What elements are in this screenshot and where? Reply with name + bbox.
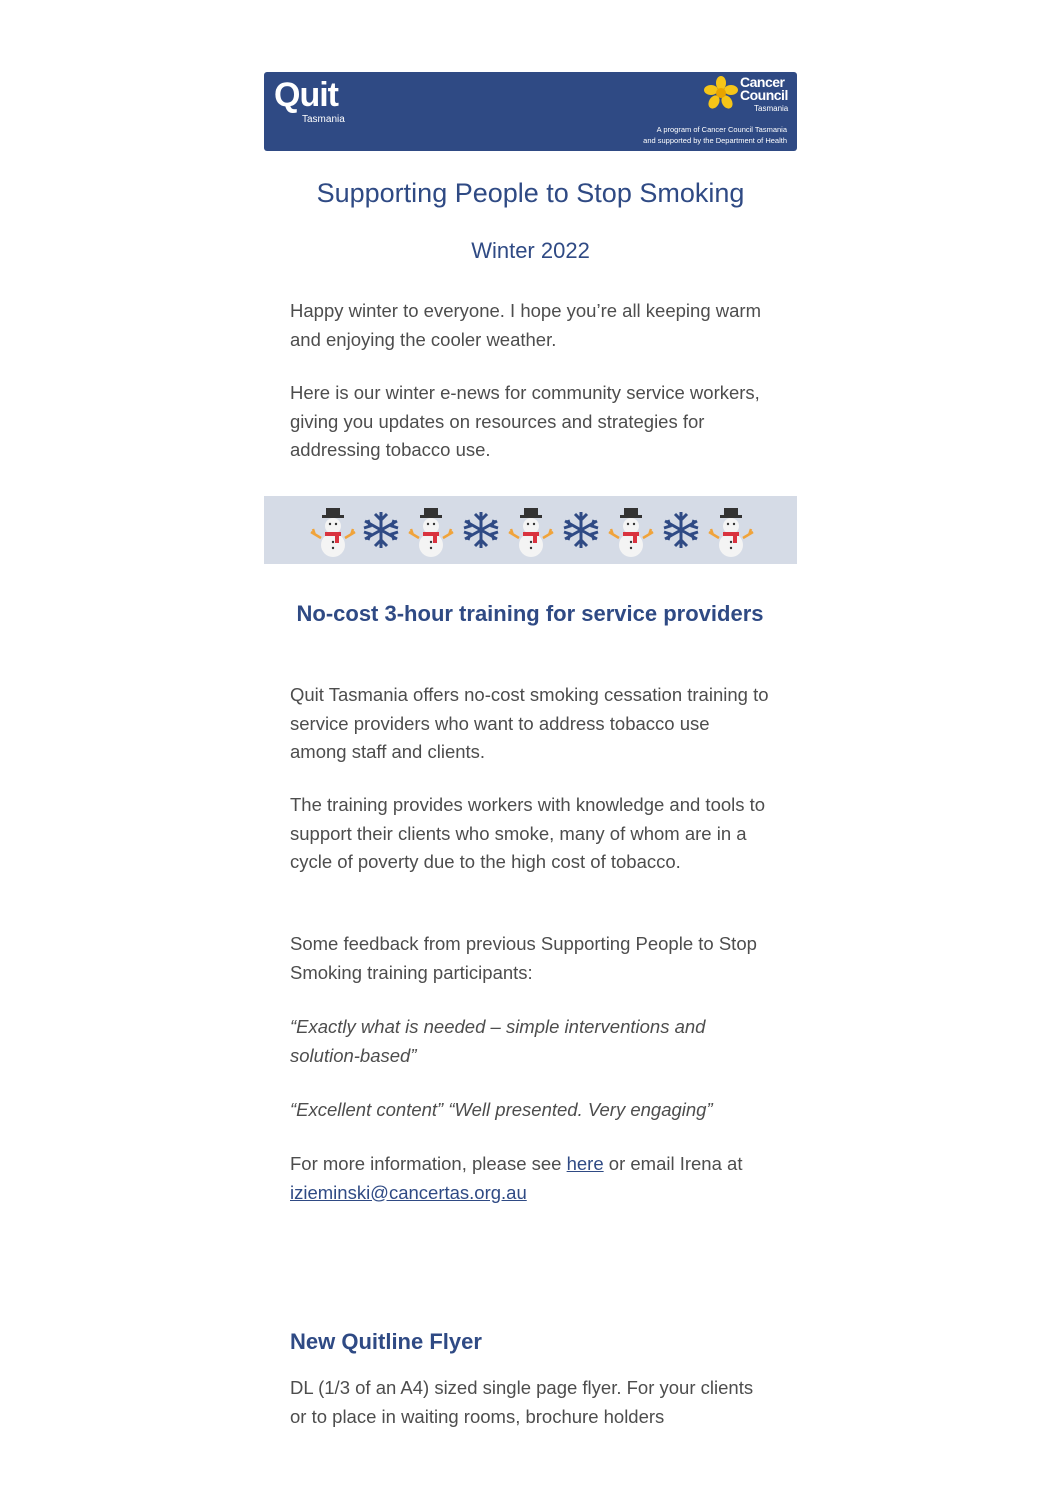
info-text-middle: or email Irena at [603, 1153, 743, 1174]
header-banner [264, 72, 797, 151]
training-paragraph-2: The training provides workers with knowledge and tools to support their clients who smoke, many of whom are in a cycle of poverty due to the high cost of tobacco. [290, 794, 766, 872]
quit-logo-word: Quit [274, 76, 338, 114]
intro-paragraph-2: Here is our winter e-news for community service workers, giving you updates on resources and strategies for addressing tobacco use. [290, 382, 760, 460]
newsletter-edition: Winter 2022 [471, 238, 590, 263]
snowman-icon [406, 502, 456, 558]
snowman-icon [506, 502, 556, 558]
training-paragraph-3: Some feedback from previous Supporting People to Stop Smoking training participants: [290, 933, 757, 983]
info-text-before: For more information, please see [290, 1153, 567, 1174]
tagline-line-2: and supported by the Department of Health [643, 136, 787, 145]
more-info-paragraph [290, 1150, 770, 1207]
daffodil-icon [704, 76, 738, 110]
training-paragraph-1: Quit Tasmania offers no-cost smoking cessation training to service providers who want to address tobacco use among staff and clients. [290, 684, 769, 762]
snowflake-icon [556, 502, 606, 558]
flyer-paragraph-1: DL (1/3 of an A4) sized single page flyer. For your clients or to place in waiting rooms, brochure holders [290, 1377, 754, 1427]
training-heading: No-cost 3-hour training for service providers [296, 601, 764, 626]
snowman-icon [308, 502, 358, 558]
program-tagline [487, 124, 787, 146]
snowflake-icon [456, 502, 506, 558]
snowman-icon [606, 502, 656, 558]
tagline-line-1: A program of Cancer Council Tasmania [656, 125, 787, 134]
intro-paragraph-1: Happy winter to everyone. I hope you’re all keeping warm and enjoying the cooler weather. [290, 300, 761, 350]
snowflake-icon [656, 502, 706, 558]
email-link[interactable]: izieminski@cancertas.org.au [290, 1181, 527, 1203]
here-link[interactable]: here [566, 1153, 604, 1174]
newsletter-title: Supporting People to Stop Smoking [316, 178, 745, 208]
feedback-quote-1: “Exactly what is needed – simple interventions and solution-based” [290, 1016, 706, 1066]
cancer-council-sub: Tasmania [754, 104, 789, 113]
feedback-quote-2: “Excellent content” “Well presented. Very engaging” [290, 1099, 713, 1120]
cancer-council-name: Cancer Council [740, 74, 788, 103]
flyer-heading: New Quitline Flyer [290, 1329, 482, 1354]
snowflake-icon [356, 502, 406, 558]
quit-logo-sub: Tasmania [302, 114, 345, 125]
winter-decoration-strip [264, 496, 797, 564]
snowman-icon [706, 502, 756, 558]
